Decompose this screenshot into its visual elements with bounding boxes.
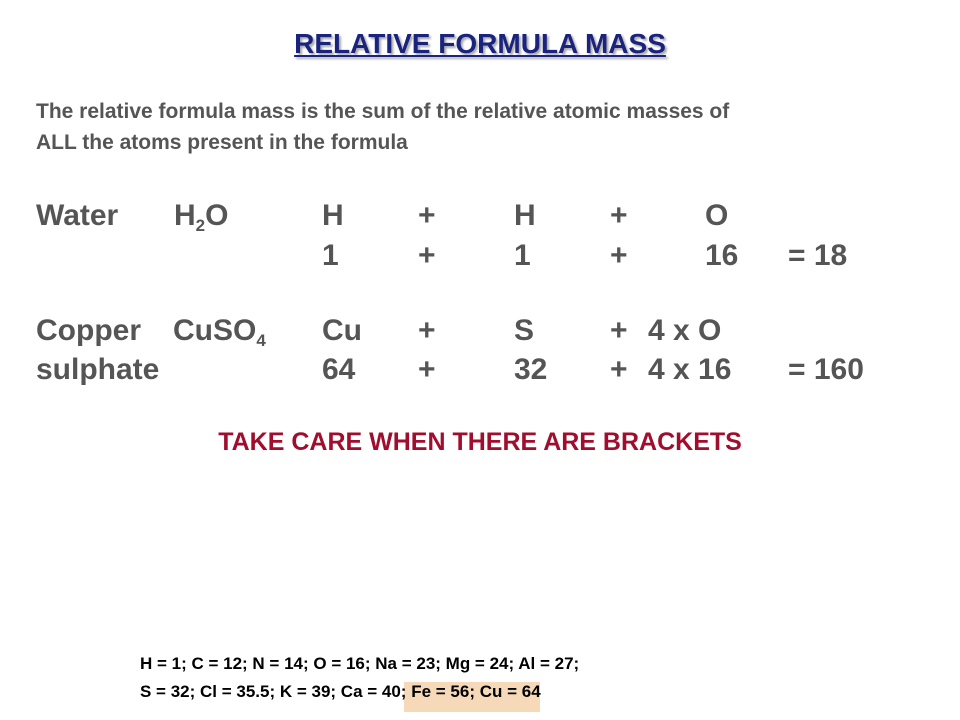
water-atom-2: H (514, 199, 536, 232)
copper-total: = 160 (788, 353, 864, 386)
water-plus-1: + (418, 199, 436, 232)
water-plus-4: + (610, 239, 628, 272)
water-formula: $H_2O$ (174, 199, 229, 235)
water-plus-2: + (610, 199, 628, 232)
slide-title: RELATIVE FORMULA MASS (294, 28, 666, 59)
copper-mass-1: 64 (322, 353, 356, 386)
water-atom-1: H (322, 199, 344, 232)
copper-formula: CuSO$_4$ (173, 314, 266, 350)
water-mass-1: 1 (322, 239, 339, 272)
copper-atom-3: 4 x O (648, 314, 722, 347)
intro-text (36, 96, 926, 158)
copper-label-line-1: Copper (36, 314, 141, 347)
copper-atom-2: S (514, 314, 535, 347)
copper-mass-3: 4 x 16 (648, 353, 732, 386)
copper-plus-4: + (610, 353, 628, 386)
water-atom-3: O (705, 199, 729, 232)
water-mass-3: 16 (705, 239, 739, 272)
intro-line-2: ALL the atoms present in the formula (36, 131, 408, 154)
copper-plus-2: + (610, 314, 628, 347)
atomic-mass-reference (140, 650, 579, 706)
copper-label-line-2: sulphate (36, 353, 160, 386)
copper-plus-1: + (418, 314, 436, 347)
brackets-warning: TAKE CARE WHEN THERE ARE BRACKETS (218, 428, 742, 456)
water-label: Water (36, 199, 119, 232)
water-mass-2: 1 (514, 239, 531, 272)
intro-line-1: The relative formula mass is the sum of the relative atomic masses of (36, 100, 730, 123)
water-plus-3: + (418, 239, 436, 272)
copper-atom-1: Cu (322, 314, 362, 347)
copper-mass-2: 32 (514, 353, 548, 386)
reference-line-2: S = 32; Cl = 35.5; K = 39; Ca = 40; Fe = 56; Cu = 64 (140, 682, 541, 701)
copper-plus-3: + (418, 353, 436, 386)
reference-line-1: H = 1; C = 12; N = 14; O = 16; Na = 23; Mg = 24; Al = 27; (140, 654, 580, 673)
water-total: = 18 (788, 239, 848, 272)
